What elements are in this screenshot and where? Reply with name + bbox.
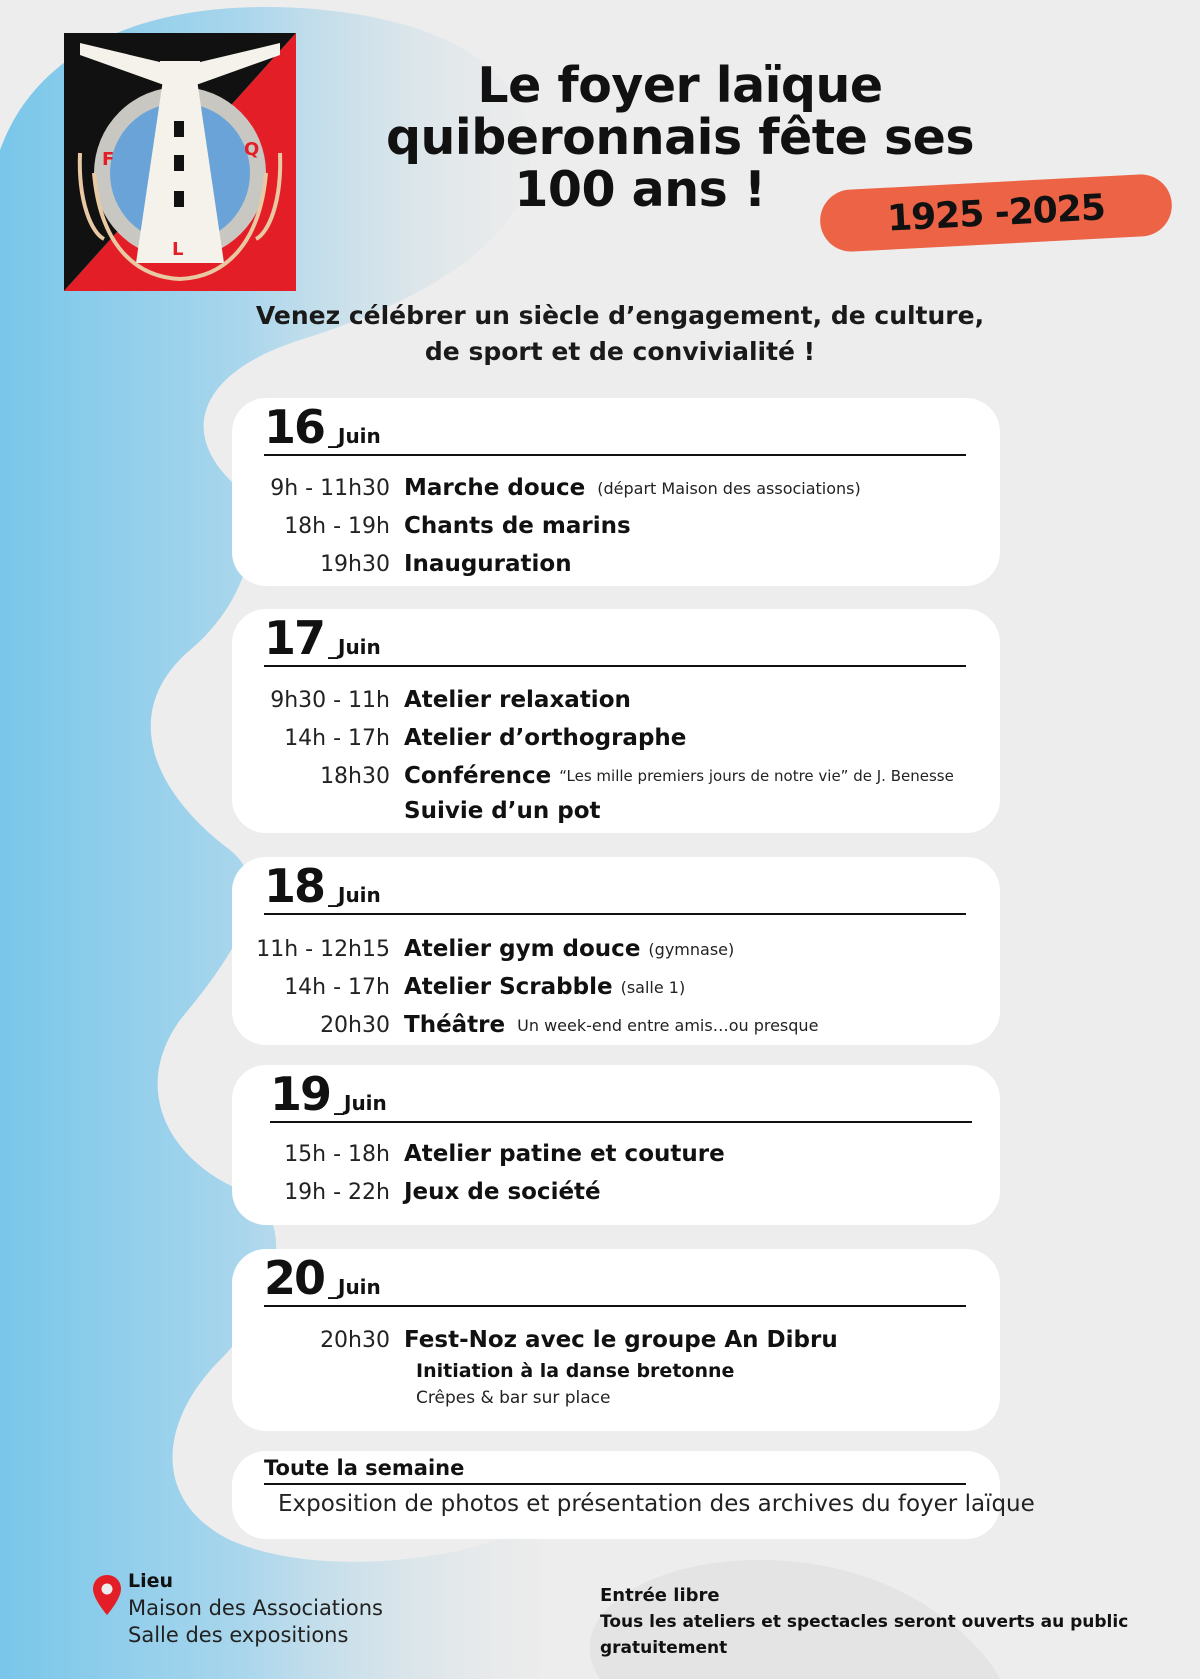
event-note: (départ Maison des associations) bbox=[597, 478, 861, 498]
event-row bbox=[232, 508, 1000, 544]
event-subline-initiation: Initiation à la danse bretonne bbox=[416, 1360, 735, 1382]
years-badge: 1925 -2025 bbox=[819, 173, 1174, 253]
location-pin-icon bbox=[92, 1574, 122, 1616]
venue-label: Lieu bbox=[128, 1570, 174, 1592]
event-activity: Jeux de société bbox=[404, 1179, 601, 1205]
logo-letter-q: Q bbox=[244, 139, 260, 160]
event-activity: Conférence bbox=[404, 763, 552, 789]
event-activity: Atelier gym douce bbox=[404, 936, 641, 962]
event-row bbox=[232, 720, 1000, 756]
event-activity: Atelier patine et couture bbox=[404, 1141, 725, 1167]
day-card-19 bbox=[232, 1065, 1000, 1225]
foyer-laique-logo bbox=[64, 33, 296, 291]
day-header bbox=[264, 857, 966, 915]
event-activity: Théâtre bbox=[404, 1012, 506, 1038]
subtitle bbox=[200, 298, 1040, 370]
day-number: 18 bbox=[264, 859, 325, 913]
day-header bbox=[270, 1065, 972, 1123]
event-activity: Marche douce bbox=[404, 475, 586, 501]
day-number: 19 bbox=[270, 1067, 331, 1121]
day-month: _Juin bbox=[328, 635, 381, 659]
subtitle-line-2: de sport et de convivialité ! bbox=[424, 337, 816, 366]
venue-line-1: Maison des Associations bbox=[128, 1596, 383, 1620]
event-time: 14h - 17h bbox=[284, 725, 390, 751]
day-month: _Juin bbox=[328, 1275, 381, 1299]
event-activity: Atelier relaxation bbox=[404, 687, 631, 713]
event-time: 14h - 17h bbox=[284, 974, 390, 1000]
event-activity: Atelier Scrabble bbox=[404, 974, 613, 1000]
day-number: 17 bbox=[264, 611, 325, 665]
event-row bbox=[232, 546, 1000, 582]
event-activity: Atelier d’orthographe bbox=[404, 725, 687, 751]
event-extra: Suivie d’un pot bbox=[404, 798, 601, 824]
event-row bbox=[232, 1322, 1000, 1358]
venue-info bbox=[128, 1568, 383, 1649]
title-line-1: Le foyer laïque bbox=[477, 57, 883, 114]
day-number: 16 bbox=[264, 400, 325, 454]
day-header bbox=[264, 609, 966, 667]
day-card-16 bbox=[232, 398, 1000, 586]
day-card-17 bbox=[232, 609, 1000, 833]
event-time: 19h - 22h bbox=[284, 1179, 390, 1205]
event-row bbox=[232, 1007, 1000, 1043]
event-activity: Fest-Noz avec le groupe An Dibru bbox=[404, 1327, 838, 1353]
logo-letter-f: F bbox=[102, 149, 115, 170]
event-time: 9h30 - 11h bbox=[270, 687, 390, 713]
entry-info bbox=[600, 1583, 1200, 1661]
week-title: Toute la semaine bbox=[264, 1456, 465, 1480]
event-row-extra bbox=[232, 793, 1000, 829]
event-note: “Les mille premiers jours de notre vie” de J. Benesse bbox=[559, 767, 954, 785]
event-row bbox=[232, 1136, 1000, 1172]
week-description: Exposition de photos et présentation des archives du foyer laïque bbox=[278, 1491, 1035, 1517]
day-card-18 bbox=[232, 857, 1000, 1045]
event-row bbox=[232, 931, 1000, 967]
event-activity: Inauguration bbox=[404, 551, 572, 577]
event-time: 20h30 bbox=[320, 1012, 390, 1038]
event-time: 20h30 bbox=[320, 1327, 390, 1353]
event-row bbox=[232, 682, 1000, 718]
event-time: 18h - 19h bbox=[284, 513, 390, 539]
event-row bbox=[232, 969, 1000, 1005]
event-note: Un week-end entre amis…ou presque bbox=[517, 1015, 819, 1035]
venue-line-2: Salle des expositions bbox=[128, 1623, 349, 1647]
logo-letter-l: L bbox=[172, 239, 184, 260]
event-row bbox=[232, 758, 1000, 794]
event-time: 15h - 18h bbox=[284, 1141, 390, 1167]
event-note: (gymnase) bbox=[648, 939, 735, 959]
event-row bbox=[232, 470, 1000, 506]
day-month: _Juin bbox=[328, 424, 381, 448]
event-time: 11h - 12h15 bbox=[256, 936, 390, 962]
week-card bbox=[232, 1451, 1035, 1539]
event-time: 18h30 bbox=[320, 763, 390, 789]
day-header bbox=[264, 1249, 966, 1307]
day-number: 20 bbox=[264, 1251, 325, 1305]
week-header bbox=[264, 1451, 966, 1485]
day-month: _Juin bbox=[328, 883, 381, 907]
event-row bbox=[232, 1174, 1000, 1210]
subtitle-line-1: Venez célébrer un siècle d’engagement, de culture, bbox=[255, 301, 985, 330]
event-time: 19h30 bbox=[320, 551, 390, 577]
title-line-3: 100 ans ! bbox=[514, 161, 766, 218]
day-header bbox=[264, 398, 966, 456]
entry-text: Tous les ateliers et spectacles seront ouverts au public gratuitement bbox=[600, 1612, 1129, 1658]
event-activity: Chants de marins bbox=[404, 513, 631, 539]
event-time: 9h - 11h30 bbox=[270, 475, 390, 501]
event-note: (salle 1) bbox=[620, 977, 686, 997]
event-subline-crepes: Crêpes & bar sur place bbox=[416, 1388, 611, 1408]
day-card-20 bbox=[232, 1249, 1000, 1431]
title-line-2: quiberonnais fête ses bbox=[385, 109, 975, 166]
day-month: _Juin bbox=[334, 1091, 387, 1115]
entry-title: Entrée libre bbox=[600, 1585, 720, 1606]
